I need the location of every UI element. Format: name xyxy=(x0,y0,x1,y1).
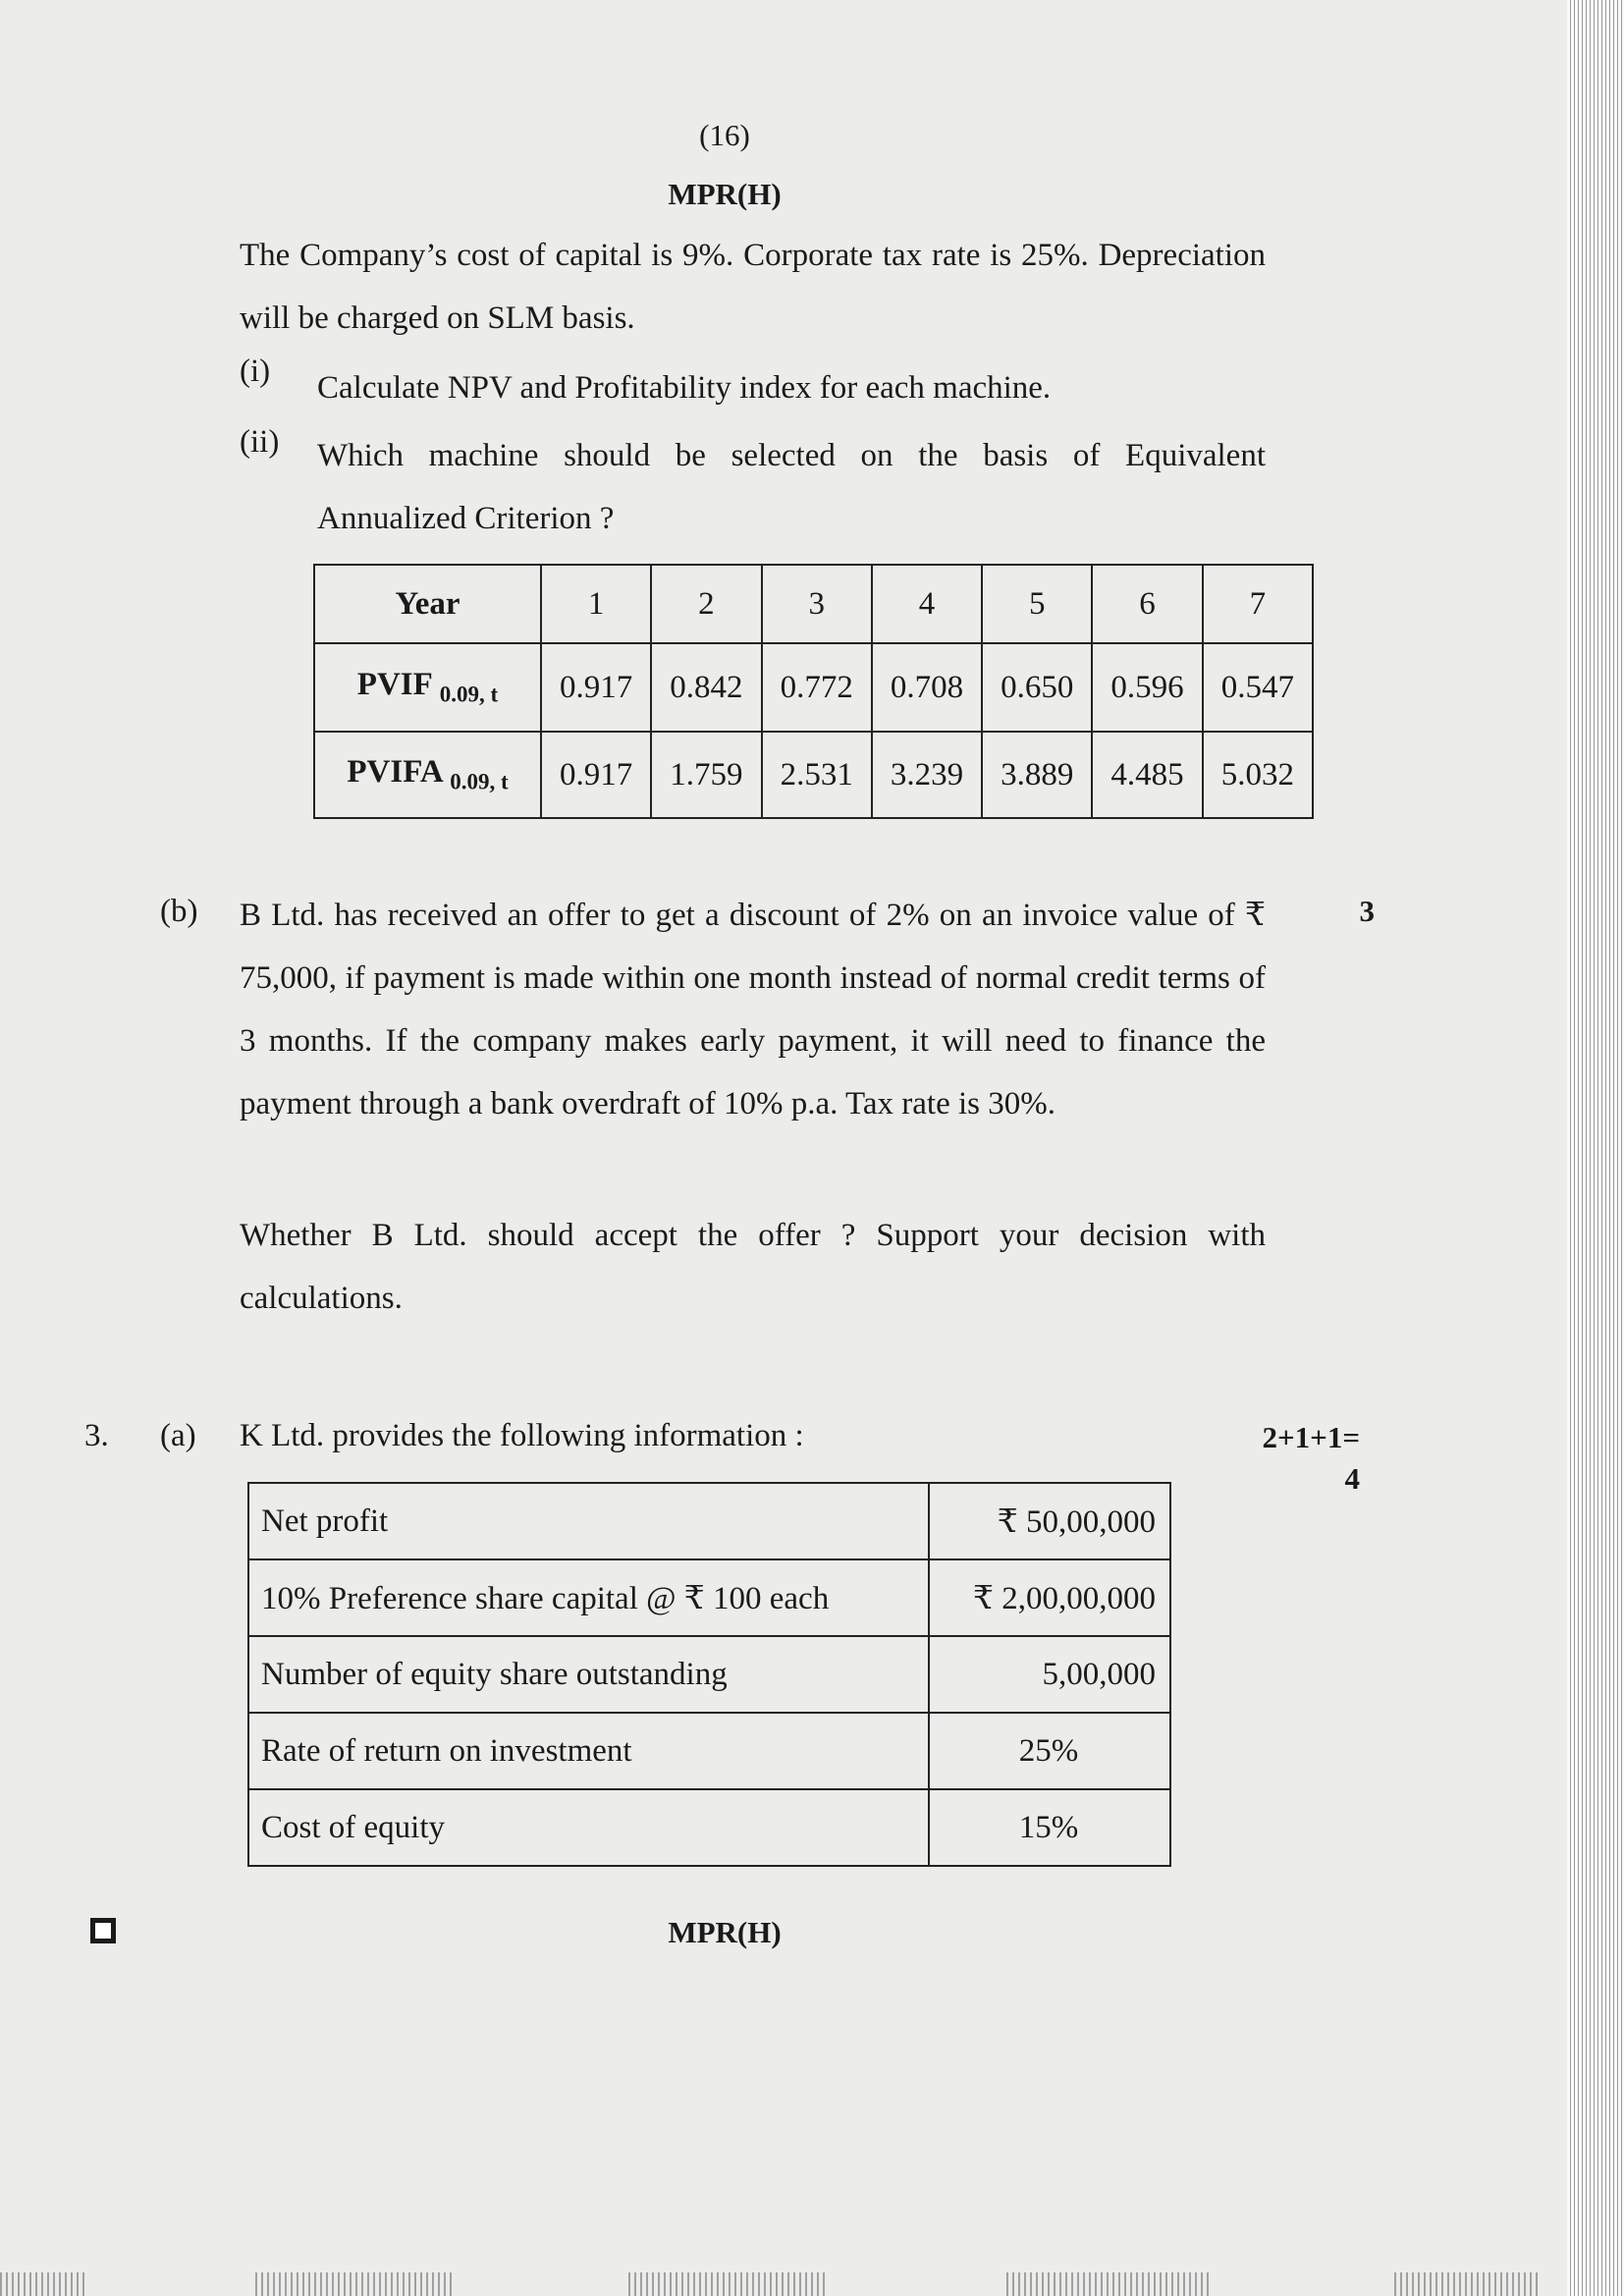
q3-marks-line2: 4 xyxy=(1344,1461,1360,1496)
info-value: ₹ 2,00,00,000 xyxy=(929,1559,1170,1636)
scan-artifact xyxy=(628,2272,825,2296)
table-row xyxy=(314,643,1313,732)
year-cell: 6 xyxy=(1092,565,1202,643)
scan-artifact xyxy=(1394,2272,1542,2296)
pvifa-cell: 0.917 xyxy=(541,732,651,818)
pvif-cell: 0.842 xyxy=(651,643,761,732)
info-label: Rate of return on investment xyxy=(248,1713,929,1789)
scan-artifact xyxy=(0,2272,88,2296)
pvif-cell: 0.772 xyxy=(762,643,872,732)
q3-intro-text: K Ltd. provides the following information : xyxy=(240,1418,804,1453)
part-ii-label: (ii) xyxy=(240,424,280,460)
question-number: 3. xyxy=(84,1418,109,1453)
table-row xyxy=(248,1636,1170,1713)
pvif-label: PVIF xyxy=(356,667,432,703)
info-value: 5,00,000 xyxy=(929,1636,1170,1713)
header-code: MPR(H) xyxy=(668,177,782,211)
part-b-question: Whether B Ltd. should accept the offer ? Support your decision with calculations. xyxy=(240,1218,1266,1316)
info-value: 15% xyxy=(929,1789,1170,1866)
year-cell: 7 xyxy=(1203,565,1313,643)
pvif-cell: 0.596 xyxy=(1092,643,1202,732)
pvif-subscript: 0.09, t xyxy=(439,682,499,707)
pvif-cell: 0.708 xyxy=(872,643,982,732)
q3-part-a-label: (a) xyxy=(160,1418,196,1453)
intro-paragraph: The Company’s cost of capital is 9%. Corporate tax rate is 25%. Depreciation will be charged on SLM basis. xyxy=(240,238,1266,336)
pvifa-cell: 3.239 xyxy=(872,732,982,818)
pvifa-header xyxy=(314,732,541,818)
part-ii-text: Which machine should be selected on the basis of Equivalent Annualized Criterion ? xyxy=(317,438,1266,536)
year-cell: 1 xyxy=(541,565,651,643)
part-b-label: (b) xyxy=(160,894,198,929)
info-value: 25% xyxy=(929,1713,1170,1789)
pvifa-cell: 5.032 xyxy=(1203,732,1313,818)
info-label: Number of equity share outstanding xyxy=(248,1636,929,1713)
info-label: Cost of equity xyxy=(248,1789,929,1866)
pvifa-cell: 4.485 xyxy=(1092,732,1202,818)
table-row xyxy=(248,1483,1170,1559)
page-number: (16) xyxy=(699,118,750,152)
table-row xyxy=(314,565,1313,643)
info-label: 10% Preference share capital @ ₹ 100 each xyxy=(248,1559,929,1636)
pvif-cell: 0.547 xyxy=(1203,643,1313,732)
pvifa-cell: 2.531 xyxy=(762,732,872,818)
pv-factor-table xyxy=(313,564,1314,819)
scan-artifact xyxy=(255,2272,452,2296)
part-i-label: (i) xyxy=(240,354,271,389)
pvifa-cell: 1.759 xyxy=(651,732,761,818)
part-b-marks: 3 xyxy=(1359,894,1375,928)
info-label: Net profit xyxy=(248,1483,929,1559)
table-row xyxy=(248,1559,1170,1636)
scan-artifact xyxy=(1006,2272,1213,2296)
company-info-table xyxy=(247,1482,1171,1867)
table-row xyxy=(248,1713,1170,1789)
table-row xyxy=(314,732,1313,818)
year-cell: 2 xyxy=(651,565,761,643)
part-b-text: B Ltd. has received an offer to get a discount of 2% on an invoice value of ₹ 75,000, if payment is made within one month instead of normal credit terms of 3 months. If the company makes early payment, it will need to finance the payment through a bank overdraft of 10% p.a. Tax rate is 30%. xyxy=(240,898,1266,1121)
pvifa-cell: 3.889 xyxy=(982,732,1092,818)
pvifa-label: PVIFA xyxy=(347,754,442,791)
year-cell: 4 xyxy=(872,565,982,643)
pvif-header xyxy=(314,643,541,732)
q3-marks-line1: 2+1+1= xyxy=(1262,1420,1360,1454)
pvif-cell: 0.650 xyxy=(982,643,1092,732)
page-edge-binding xyxy=(1567,0,1624,2296)
pvif-cell: 0.917 xyxy=(541,643,651,732)
footer-code: MPR(H) xyxy=(668,1915,782,1949)
table-row xyxy=(248,1789,1170,1866)
year-cell: 3 xyxy=(762,565,872,643)
year-cell: 5 xyxy=(982,565,1092,643)
part-i-text: Calculate NPV and Profitability index for each machine. xyxy=(317,370,1052,406)
year-header: Year xyxy=(314,565,541,643)
pvifa-subscript: 0.09, t xyxy=(450,769,509,794)
info-value: ₹ 50,00,000 xyxy=(929,1483,1170,1559)
